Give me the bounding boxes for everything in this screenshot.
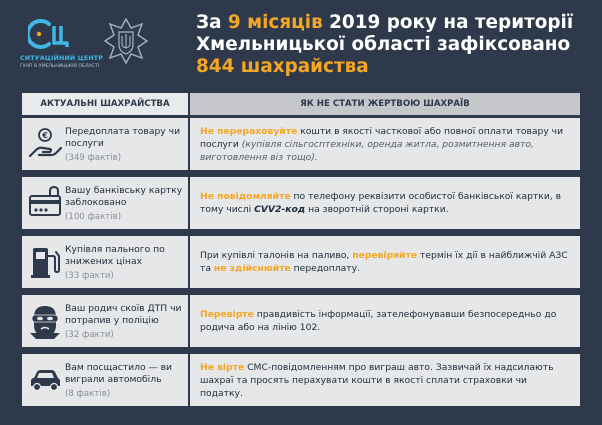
fraud-title: Ваш родич скоїв ДТП чи потрапив у поліцію (65, 303, 182, 326)
logo-subtitle: ГУНП В ХМЕЛЬНИЦЬКІЙ ОБЛАСТІ (20, 64, 100, 69)
fraud-count: (349 фактів) (65, 153, 122, 163)
car-icon (28, 362, 62, 398)
table-header (22, 93, 580, 115)
thief-mask-icon (28, 303, 62, 339)
fraud-title: Передоплата товару чи послуги (65, 126, 181, 149)
table-row (22, 236, 580, 288)
advice-cell (190, 118, 580, 170)
police-emblem-icon (104, 18, 148, 64)
fraud-title: Вам посщастило — ви виграли автомобіль (65, 362, 173, 385)
advice-text: Перевірте правдивість інформації, зателефонувавши безпосередньо до родича або на лінію 102. (200, 309, 557, 333)
fraud-title: Вашу банківську картку заблоковано (65, 185, 183, 208)
advice-cell (190, 354, 580, 406)
fraud-cell (22, 177, 188, 229)
logo-name: СИТУАЦІЙНИЙ ЦЕНТР (20, 55, 104, 62)
svg-text:€: € (42, 131, 48, 140)
fraud-count: (33 факти) (65, 271, 114, 281)
table-row (22, 295, 580, 347)
advice-text: Не повідомляйте по телефону реквізити особистої банківської картки, в тому числі CVV2-код на зворотній стороні картки. (200, 191, 562, 215)
headline-period: 9 місяців (227, 12, 323, 33)
advice-cell (190, 177, 580, 229)
headline-count: 844 шахрайства (196, 56, 369, 77)
table-row (22, 118, 580, 170)
column-header-advice: ЯК НЕ СТАТИ ЖЕРТВОЮ ШАХРАЇВ (190, 93, 580, 115)
table-row (22, 354, 580, 406)
advice-cell (190, 295, 580, 347)
situation-center-logo (20, 16, 104, 76)
advice-text: Не вірте СМС-повідомленням про виграш авто. Зазвичай їх надсилають шахраї та просять перахувати кошти в якості сплати страховки чи податку. (200, 361, 554, 399)
fraud-count: (32 факти) (65, 330, 114, 340)
fraud-count: (100 фактів) (65, 212, 122, 222)
fraud-cell (22, 236, 188, 288)
fraud-cell (22, 118, 188, 170)
fraud-title: Купівля пального по знижених цінах (65, 244, 165, 267)
fraud-cell (22, 354, 188, 406)
fraud-cell (22, 295, 188, 347)
situation-center-logo-icon (28, 16, 78, 52)
column-header-frauds: АКТУАЛЬНІ ШАХРАЙСТВА (22, 93, 188, 115)
table-row (22, 177, 580, 229)
advice-text: Не перераховуйте кошти в якості часткової або повної оплати товару чи послуги (купівля сільгосптехніки, оренда житла, розмитнення авто, виготовлення віз тощо). (200, 125, 564, 163)
advice-cell (190, 236, 580, 288)
headline: За 9 місяців 2019 року на території Хмельницької області зафіксовано 844 шахрайства (196, 12, 596, 78)
advice-text: При купівлі талонів на паливо, перевіряйте термін їх дії в найближчій АЗС та не здійснюйте передоплату. (200, 250, 568, 274)
fraud-count: (8 фактів) (65, 389, 111, 399)
fuel-pump-icon (28, 244, 62, 280)
money-hand-icon (28, 126, 62, 162)
bank-card-icon (28, 185, 62, 221)
